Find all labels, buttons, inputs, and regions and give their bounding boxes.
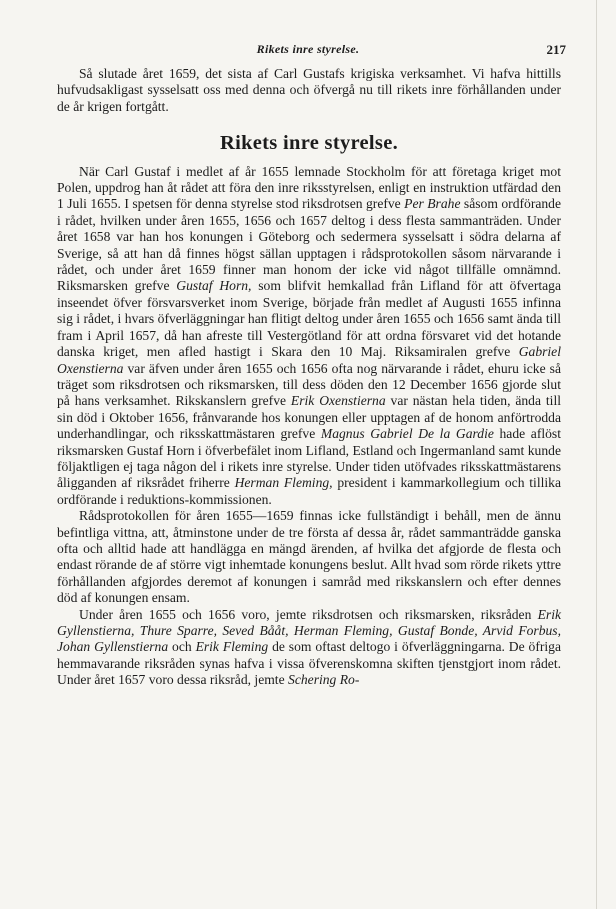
body-text xyxy=(57,66,561,689)
person-name: Gabriel Oxenstierna xyxy=(57,344,561,376)
text-run: var äfven under åren 1655 och 1656 ofta nog närvarande i rådet, ehuru icke så träget som riksdrotsen och riksmarsken, till dess döden den 12 December 1656 gjorde slut på hans verksamhet. Rikskanslern grefve xyxy=(57,360,561,409)
page-number: 217 xyxy=(546,42,566,57)
text-run: hade aflöst riksmarsken Gustaf Horn i öfverbefälet inom Lifland, Estland och Ingermanland samt kunde följaktligen ej taga någon del i rikets inre styrelse. Under tiden utöfvades riksskattmästarens åligganden af riksrådet friherre xyxy=(57,426,561,491)
text-run: var nästan hela tiden, ända till sin död i Oktober 1656, frånvarande hos konungen eller upptagen af de honom anförtrodda underhandlingar, och riksskattmästaren grefve xyxy=(57,393,561,442)
running-title: Rikets inre styrelse. xyxy=(256,42,360,56)
paragraph-radsprotokollen: Rådsprotokollen för åren 1655—1659 finnas icke fullständigt i behåll, men de ännu befintliga vittna, att, åtminstone under de tre första af dessa år, rådet sammanträdde ganska ofta och alltid hade att handlägga en mängd ärenden, af hvilka det afgjorde de flesta och endast rörande de af större vigt inhemtade konungens beslut. Allt hvad som rörde rikets yttre förhållanden afgjordes deremot af konungen i samråd med rikskanslern och efter dennes död af konungen ensam. xyxy=(57,508,561,606)
person-name: Schering Ro- xyxy=(288,672,360,688)
person-name: Erik Oxenstierna xyxy=(290,393,386,409)
text-run: såsom ordförande i rådet, hvilken under åren 1655, 1656 och 1657 deltog i dess flesta sammanträden. Under året 1658 var han hos konungen i Göteborg och sedermera sysselsatt i södra delarna af Sverige, så att han då finnes högst sällan upptagen i rådsprotokollen såsom närvarande i rådet, och under året 1659 finner man honom der icke vid något tillfälle omnämnd. Riksmarsken grefve xyxy=(57,196,562,294)
person-name: Per Brahe xyxy=(404,196,461,212)
text-run: de som oftast deltogo i öfverläggningarna. De öfriga hemmavarande riksråden synas hafva i vissa öfverenskomna skiften tjenstgjort inom rådet. Under året 1657 voro dessa riksråd, jemte xyxy=(57,639,561,688)
person-name: Gustaf Horn, xyxy=(176,278,252,294)
text-run: som blifvit hemkallad från Lifland för att öfvertaga inseendet öfver försvarsverket inom Sverige, började från medlet af Augusti 1655 infinna sig i rådet, i hvars öfverläggningar han flitigt deltog under åren 1655 och 1656 samt ända till fram i April 1657, då han afreste till Vestergötland för att ordna försvaret vid det hotande danska kriget, men afled hastigt i Skara den 10 Maj. Riksamiralen grefve xyxy=(57,278,561,360)
section-title: Rikets inre styrelse. xyxy=(219,132,399,155)
running-head xyxy=(0,42,616,62)
text-run: Under åren 1655 och 1656 voro, jemte riksdrotsen och riksmarsken, riksråden xyxy=(79,606,538,622)
paragraph-riksraden xyxy=(57,607,561,689)
person-name: Magnus Gabriel De la Gardie xyxy=(320,426,494,442)
page-edge-line xyxy=(596,0,597,909)
paragraph-carl-gustaf xyxy=(57,164,561,509)
text-run: och xyxy=(168,639,196,655)
text-run: När Carl Gustaf i medlet af år 1655 lemnade Stockholm för att företaga kriget mot Polen, uppdrog han åt rådet att föra den inre riksstyrelsen, enligt en instruktion utfärdad den 1 Juli 1655. I spetsen för denna styrelse stod riksdrotsen grefve xyxy=(57,163,561,212)
person-name: Erik Fleming xyxy=(195,639,269,655)
person-name: Erik Gyllenstierna, Thure Sparre, Seved Bååt, Herman Fleming, Gustaf Bonde, Arvid Forbus, Johan Gyllenstierna xyxy=(57,606,561,655)
intro-paragraph: Så slutade året 1659, det sista af Carl Gustafs krigiska verksamhet. Vi hafva hittills hufvudsakligast sysselsatt oss med denna och öfvergå nu till rikets inre förhållanden under de år krigen fortgått. xyxy=(57,66,561,114)
text-run: president i kammarkollegium och tillika ordförande i reduktions-kommissionen. xyxy=(57,475,561,507)
person-name: Herman Fleming, xyxy=(234,475,333,491)
